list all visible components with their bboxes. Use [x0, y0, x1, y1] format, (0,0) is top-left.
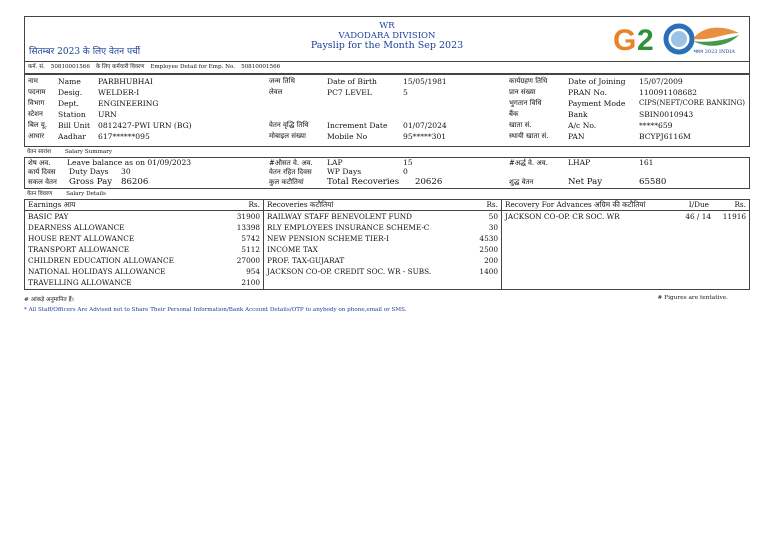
summary-hindi-label: वेतन रहित दिवस: [269, 168, 312, 176]
info-value: 15/05/1981: [403, 77, 447, 86]
advance-name: JACKSON CO-OP. CR SOC. WR: [505, 212, 620, 221]
info-value: WELDER-I: [98, 88, 140, 97]
info-label: Increment Date: [327, 121, 388, 130]
recoveries-header: [264, 200, 501, 211]
g20-logo-g: G: [613, 24, 637, 57]
summary-row-totals: [25, 177, 749, 187]
security-advisory: * All Staff/Officers Are Advised not to Share Their Personal Information/Bank Account Details/OTP to anybody on phone,email or SMS.: [24, 307, 407, 313]
org-name: WR: [379, 21, 395, 31]
info-label: Date of Joining: [568, 77, 626, 86]
salary-summary-hindi: वेतन सारांश: [27, 149, 51, 155]
earning-name: NATIONAL HOLIDAYS ALLOWANCE: [28, 267, 166, 276]
info-hindi-label: प्रान संख्या: [509, 88, 536, 96]
info-hindi-label: मोबाइल संख्या: [269, 132, 306, 140]
earning-name: TRANSPORT ALLOWANCE: [28, 245, 130, 254]
payslip: [24, 16, 750, 290]
salary-details-table: [24, 199, 750, 290]
total-recoveries-value: 20626: [415, 177, 443, 187]
recovery-name: RAILWAY STAFF BENEVOLENT FUND: [267, 212, 412, 221]
payslip-title-hindi: सितम्बर 2023 के लिए वेतन पर्ची: [29, 47, 141, 57]
info-hindi-label: जन्म तिथि: [269, 77, 295, 85]
earnings-amount-header: Rs.: [248, 200, 260, 209]
earning-name: CHILDREN EDUCATION ALLOWANCE: [28, 256, 174, 265]
advances-due-header: I/Due: [688, 200, 709, 209]
info-value: 15/07/2009: [639, 77, 683, 86]
recovery-row: [264, 255, 501, 266]
wp-days-value: 0: [403, 167, 408, 176]
payslip-header: [24, 16, 750, 61]
recovery-row: [264, 222, 501, 233]
info-label: Station: [58, 110, 86, 119]
summary-hindi-label: कुल कटौतियां: [269, 178, 304, 186]
recovery-amount: 30: [488, 223, 498, 232]
earning-row: [25, 266, 263, 277]
info-row: [25, 87, 749, 98]
advance-amount: 11916: [722, 212, 746, 221]
info-value: ENGINEERING: [98, 99, 159, 108]
salary-details-english: Salary Details: [66, 191, 106, 197]
info-hindi-label: विभाग: [28, 99, 45, 107]
summary-hindi-label: सकल वेतन: [28, 178, 57, 186]
summary-hindi-label: #औसत वे. अव.: [269, 159, 313, 167]
emp-detail-label: Employee Detail for Emp. No.: [150, 64, 236, 70]
info-hindi-label: वेतन वृद्धि तिथि: [269, 121, 309, 129]
tentative-note-english: # Figures are tentative.: [657, 295, 728, 301]
info-value: PARBHUBHAI: [98, 77, 153, 86]
employee-info-box: [24, 74, 750, 147]
employee-detail-line: [24, 61, 750, 74]
tentative-note-hindi: # आंकड़े अनुमानित हैं।: [24, 297, 74, 303]
advances-amount-header: Rs.: [734, 200, 746, 209]
summary-hindi-label: #अर्द्ध वे. अव.: [509, 159, 548, 167]
lap-value: 15: [403, 158, 413, 167]
earnings-header: [25, 200, 263, 211]
info-hindi-label: कार्यग्रहण तिथि: [509, 77, 548, 85]
earning-row: [25, 233, 263, 244]
duty-days-value: 30: [121, 167, 131, 176]
info-hindi-label: पदनाम: [28, 88, 46, 96]
gross-pay-value: 86206: [121, 177, 149, 187]
info-hindi-label: खाता सं.: [509, 121, 532, 129]
earning-amount: 5112: [241, 245, 260, 254]
recovery-row: [264, 266, 501, 277]
earning-name: DEARNESS ALLOWANCE: [28, 223, 125, 232]
info-value: 0812427-PWI URN (BG): [98, 121, 192, 130]
salary-details-label: [24, 189, 750, 199]
recovery-name: NEW PENSION SCHEME TIER-I: [267, 234, 390, 243]
emp-no-value-2: 50810001566: [241, 64, 281, 70]
info-row: [25, 76, 749, 87]
info-label: Mobile No: [327, 132, 368, 141]
emp-detail-hindi-label: के लिए कर्मचारी विवरण: [95, 64, 145, 70]
info-value: *****659: [639, 121, 673, 130]
summary-row-days: [25, 167, 749, 177]
earning-row: [25, 255, 263, 266]
net-pay-label: Net Pay: [568, 177, 603, 187]
recovery-amount: 4530: [479, 234, 498, 243]
recovery-name: PROF. TAX-GUJARAT: [267, 256, 345, 265]
wp-days-label: WP Days: [327, 167, 362, 176]
earning-name: BASIC PAY: [28, 212, 69, 221]
earning-amount: 5742: [241, 234, 260, 243]
earning-amount: 27000: [236, 256, 260, 265]
recovery-amount: 200: [484, 256, 498, 265]
recoveries-amount-header: Rs.: [486, 200, 498, 209]
salary-summary-box: [24, 157, 750, 189]
info-value: SBIN0010943: [639, 110, 694, 119]
info-label: A/c No.: [568, 121, 597, 130]
info-hindi-label: बैंक: [509, 110, 519, 118]
earning-amount: 2100: [241, 278, 260, 287]
info-label: Date of Birth: [327, 77, 377, 86]
lhap-value: 161: [639, 158, 654, 167]
info-hindi-label: बिल यू.: [28, 121, 48, 129]
info-hindi-label: लेवल: [269, 88, 283, 96]
earning-row: [25, 222, 263, 233]
info-hindi-label: स्थायी खाता सं.: [509, 132, 549, 140]
info-label: Desig.: [58, 88, 83, 97]
earning-amount: 954: [246, 267, 260, 276]
salary-summary-label: [24, 147, 750, 157]
earnings-column: [25, 200, 264, 289]
info-value: URN: [98, 110, 117, 119]
recovery-row: [264, 233, 501, 244]
advance-row: [502, 211, 749, 222]
info-row: [25, 98, 749, 109]
net-pay-value: 65580: [639, 177, 667, 187]
info-value: 617******095: [98, 132, 150, 141]
info-label: PC7 LEVEL: [327, 88, 372, 97]
recoveries-column: [264, 200, 502, 289]
info-value: 5: [403, 88, 408, 97]
advances-header: [502, 200, 749, 211]
info-value: 01/07/2024: [403, 121, 447, 130]
recovery-name: INCOME TAX: [267, 245, 318, 254]
recovery-row: [264, 244, 501, 255]
recoveries-header-label: Recoveries कटौतियां: [267, 200, 334, 209]
earning-name: TRAVELLING ALLOWANCE: [28, 278, 132, 287]
info-hindi-label: भुगतान विधि: [509, 99, 542, 107]
gross-pay-label: Gross Pay: [69, 177, 113, 187]
recovery-name: RLY EMPLOYEES INSURANCE SCHEME-C: [267, 223, 430, 232]
recovery-amount: 50: [488, 212, 498, 221]
info-row: [25, 131, 749, 142]
leave-balance-label: Leave balance as on 01/09/2023: [67, 158, 192, 167]
earning-row: [25, 244, 263, 255]
emp-no-value: 50810001566: [50, 64, 90, 70]
info-value: 95*****301: [403, 132, 447, 141]
info-row: [25, 120, 749, 131]
g20-logo-globe-fill: [671, 31, 687, 47]
g20-logo-subtitle: भारत 2023 INDIA: [693, 49, 735, 55]
summary-hindi-label: शेष अव.: [28, 159, 51, 167]
earnings-header-label: Earnings आय: [28, 200, 76, 209]
info-label: Name: [58, 77, 81, 86]
recovery-row: [264, 211, 501, 222]
info-hindi-label: नाम: [28, 77, 38, 85]
info-value: 110091108682: [639, 88, 697, 97]
payslip-title: Payslip for the Month Sep 2023: [310, 40, 464, 51]
earning-amount: 31900: [236, 212, 260, 221]
salary-details-hindi: वेतन विवरण: [27, 191, 53, 197]
recovery-name: JACKSON CO-OP. CREDIT SOC. WR - SUBS.: [267, 267, 432, 276]
lap-label: LAP: [327, 158, 343, 167]
advance-due: 46 / 14: [685, 212, 711, 221]
info-label: PRAN No.: [568, 88, 607, 97]
division-name: VADODARA DIVISION: [338, 31, 436, 41]
advances-header-label: Recovery For Advances अग्रिम की कटौतियां: [505, 200, 646, 209]
info-label: Bank: [568, 110, 588, 119]
info-label: Dept.: [58, 99, 79, 108]
lhap-label: LHAP: [568, 158, 591, 167]
info-row: [25, 109, 749, 120]
summary-hindi-label: शुद्ध वेतन: [509, 178, 534, 186]
earning-row: [25, 211, 263, 222]
total-recoveries-label: Total Recoveries: [327, 177, 400, 187]
info-value: BCYPJ6116M: [639, 132, 691, 141]
info-value: CIPS(NEFT/CORE BANKING): [639, 99, 745, 107]
recovery-amount: 2500: [479, 245, 498, 254]
info-hindi-label: स्टेशन: [28, 110, 43, 118]
recovery-amount: 1400: [479, 267, 498, 276]
salary-summary-english: Salary Summary: [64, 149, 113, 155]
earning-name: HOUSE RENT ALLOWANCE: [28, 234, 135, 243]
duty-days-label: Duty Days: [69, 167, 109, 176]
g20-logo-2: 2: [637, 24, 654, 57]
info-label: PAN: [568, 132, 585, 141]
advances-column: [502, 200, 749, 289]
earning-row: [25, 277, 263, 288]
info-label: Bill Unit: [58, 121, 91, 130]
emp-no-hindi-label: कर्म. सं.: [28, 64, 45, 70]
info-hindi-label: आधार: [28, 132, 45, 140]
summary-hindi-label: कार्य दिवस: [28, 168, 56, 176]
info-label: Payment Mode: [568, 99, 626, 108]
earning-amount: 13398: [236, 223, 260, 232]
info-label: Aadhar: [58, 132, 86, 141]
